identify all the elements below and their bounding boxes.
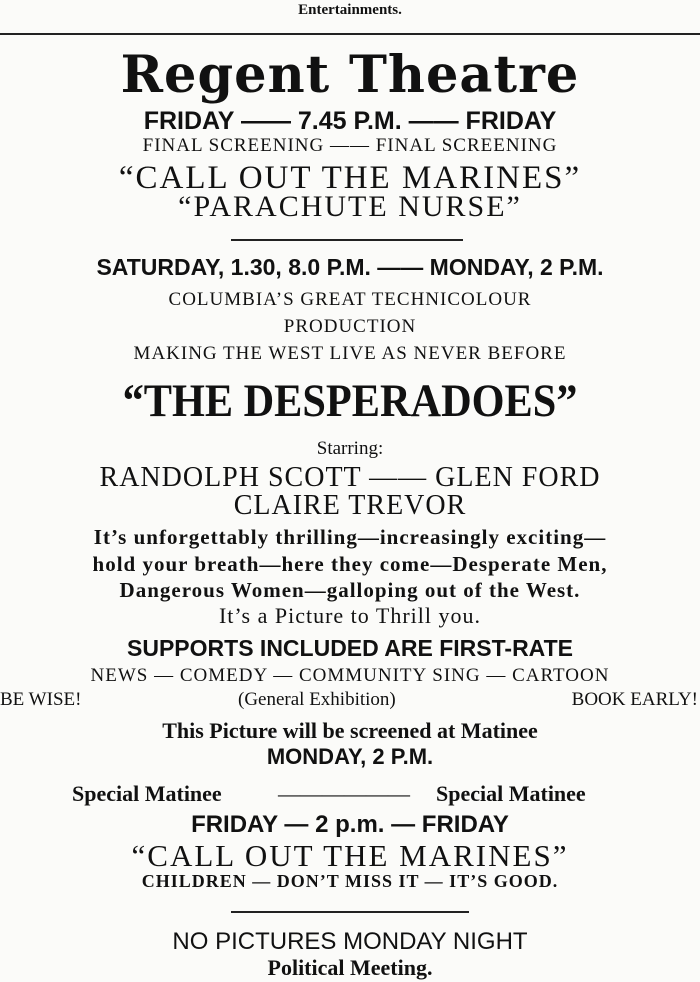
film-title-3: “CALL OUT THE MARINES” <box>131 838 569 873</box>
special-matinee-left: Special Matinee <box>72 781 222 806</box>
children-line: CHILDREN — DON’T MISS IT — IT’S GOOD. <box>141 871 559 891</box>
film-title-1: “CALL OUT THE MARINES” <box>118 160 582 196</box>
production-line-1: COLUMBIA’S GREAT TECHNICOLOUR <box>168 289 532 310</box>
special-matinee-right: Special Matinee <box>436 781 586 806</box>
blurb-line-4: It’s a Picture to Thrill you. <box>218 603 481 628</box>
book-early-text: BOOK EARLY! <box>571 689 698 710</box>
supports-line: SUPPORTS INCLUDED ARE FIRST-RATE <box>127 635 573 661</box>
stars-line-1: RANDOLPH SCOTT —— GLEN FORD <box>99 462 601 493</box>
special-matinee-dash: —————— <box>278 781 410 806</box>
final-screening-line: FINAL SCREENING —— FINAL SCREENING <box>142 135 558 156</box>
making-line: MAKING THE WEST LIVE AS NEVER BEFORE <box>133 343 567 364</box>
special-matinee-row <box>0 781 700 807</box>
matinee-note: This Picture will be screened at Matinee <box>162 718 538 743</box>
no-pictures-line: NO PICTURES MONDAY NIGHT <box>172 928 528 955</box>
blurb-line-1: It’s unforgettably thrilling—increasingly exciting— <box>93 525 607 549</box>
divider-2 <box>231 911 469 913</box>
be-wise-text: BE WISE! <box>0 689 82 710</box>
saturday-line: SATURDAY, 1.30, 8.0 P.M. —— MONDAY, 2 P.M. <box>96 254 604 280</box>
header-rule <box>0 33 700 35</box>
film-title-2: “PARACHUTE NURSE” <box>178 190 522 223</box>
supports-list: NEWS — COMEDY — COMMUNITY SING — CARTOON <box>90 665 610 686</box>
theatre-name: Regent Theatre <box>120 45 580 105</box>
divider-1 <box>231 239 463 241</box>
general-exhibition-text: (General Exhibition) <box>238 689 396 710</box>
section-header: Entertainments. <box>298 2 402 18</box>
blurb-line-3: Dangerous Women—galloping out of the West. <box>119 578 581 602</box>
blurb-line-2: hold your breath—here they come—Desperate Men, <box>92 552 608 576</box>
stars-line-2: CLAIRE TREVOR <box>233 490 467 521</box>
feature-title: “THE DESPERADOES” <box>122 375 578 427</box>
friday-2pm-line: FRIDAY — 2 p.m. — FRIDAY <box>191 811 509 838</box>
political-line: Political Meeting. <box>267 955 433 980</box>
advisory-row <box>0 689 700 711</box>
starring-label: Starring: <box>316 438 384 459</box>
monday-line: MONDAY, 2 P.M. <box>266 744 434 769</box>
friday-line: FRIDAY —— 7.45 P.M. —— FRIDAY <box>143 107 557 135</box>
production-line-2: PRODUCTION <box>283 316 417 337</box>
